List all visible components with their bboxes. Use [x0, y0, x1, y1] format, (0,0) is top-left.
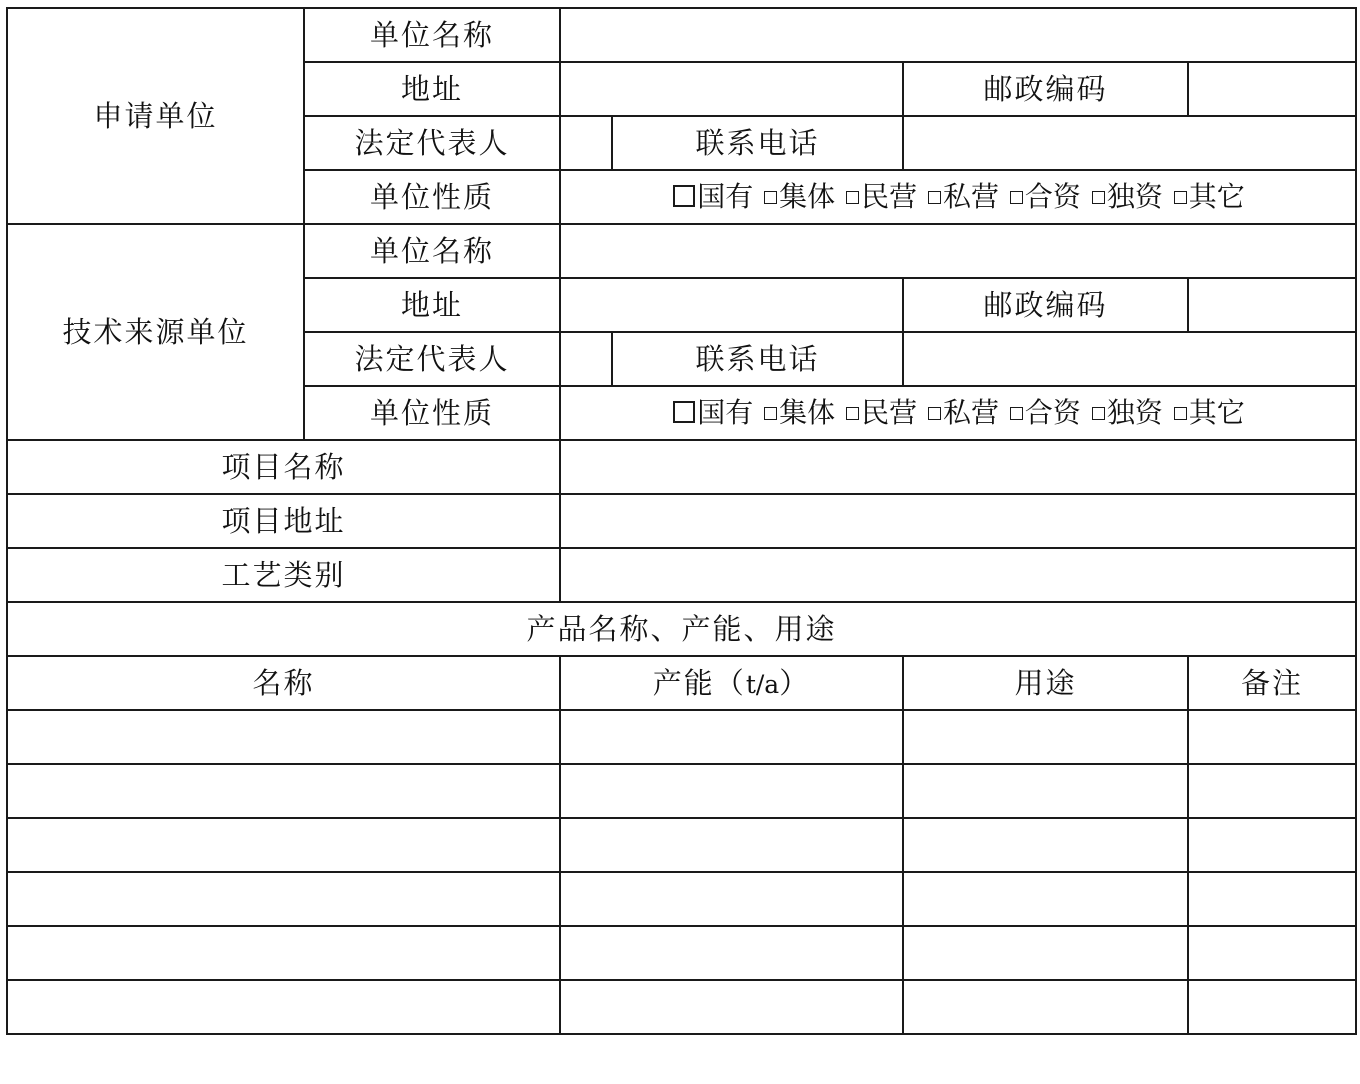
ownership-option-label: 集体: [779, 180, 836, 213]
checkbox-icon[interactable]: [1174, 191, 1187, 204]
product-capacity-cell[interactable]: [560, 710, 903, 764]
product-remark-cell[interactable]: [1188, 818, 1356, 872]
products-section-title: 产品名称、产能、用途: [7, 602, 1356, 656]
product-name-cell[interactable]: [7, 764, 560, 818]
product-row: [7, 710, 1356, 764]
product-remark-header: 备注: [1188, 656, 1356, 710]
applicant-phone-field[interactable]: [903, 116, 1356, 170]
product-capacity-cell[interactable]: [560, 818, 903, 872]
ownership-option[interactable]: [762, 180, 835, 213]
ownership-option-label: 集体: [779, 396, 836, 429]
ownership-option-label: 合资: [1024, 180, 1081, 213]
product-usage-cell[interactable]: [903, 764, 1188, 818]
checkbox-icon[interactable]: [928, 191, 941, 204]
applicant-unit-nature-label: 单位性质: [304, 170, 560, 224]
applicant-section-label: 申请单位: [7, 8, 304, 224]
tech-postal-code-field[interactable]: [1188, 278, 1356, 332]
product-remark-cell[interactable]: [1188, 926, 1356, 980]
ownership-option[interactable]: [926, 396, 999, 429]
ownership-option[interactable]: [926, 180, 999, 213]
capacity-header-prefix: 产能（: [652, 665, 746, 700]
project-name-field[interactable]: [560, 440, 1356, 494]
application-form-table: [6, 7, 1357, 1035]
tech-phone-field[interactable]: [903, 332, 1356, 386]
product-row: [7, 764, 1356, 818]
capacity-header-unit: t/a: [745, 669, 780, 699]
ownership-option[interactable]: [1090, 396, 1163, 429]
applicant-postal-code-label: 邮政编码: [903, 62, 1188, 116]
product-name-cell[interactable]: [7, 980, 560, 1034]
ownership-option[interactable]: [1090, 180, 1163, 213]
ownership-option-label: 其它: [1188, 396, 1245, 429]
ownership-option[interactable]: [1172, 396, 1245, 429]
process-category-field[interactable]: [560, 548, 1356, 602]
ownership-option[interactable]: [1172, 180, 1245, 213]
applicant-postal-code-field[interactable]: [1188, 62, 1356, 116]
product-capacity-cell[interactable]: [560, 872, 903, 926]
checkbox-icon[interactable]: [764, 191, 777, 204]
tech-source-section-label: 技术来源单位: [7, 224, 304, 440]
applicant-ownership-options: [560, 170, 1356, 224]
project-address-row: [7, 494, 1356, 548]
product-row: [7, 818, 1356, 872]
product-capacity-cell[interactable]: [560, 764, 903, 818]
ownership-option[interactable]: [1008, 396, 1081, 429]
checkbox-icon[interactable]: [673, 185, 695, 207]
ownership-option-label: 独资: [1106, 396, 1163, 429]
checkbox-icon[interactable]: [1010, 407, 1023, 420]
project-address-field[interactable]: [560, 494, 1356, 548]
ownership-option[interactable]: [844, 180, 917, 213]
ownership-option-label: 国有: [697, 396, 754, 429]
applicant-unit-name-label: 单位名称: [304, 8, 560, 62]
ownership-option[interactable]: [762, 396, 835, 429]
products-title-row: [7, 602, 1356, 656]
ownership-option-label: 国有: [697, 180, 754, 213]
product-name-cell[interactable]: [7, 818, 560, 872]
checkbox-icon[interactable]: [928, 407, 941, 420]
product-capacity-header: [560, 656, 903, 710]
ownership-option[interactable]: [1008, 180, 1081, 213]
applicant-legal-rep-field[interactable]: [560, 116, 612, 170]
product-name-cell[interactable]: [7, 872, 560, 926]
product-usage-cell[interactable]: [903, 926, 1188, 980]
tech-address-label: 地址: [304, 278, 560, 332]
product-usage-cell[interactable]: [903, 980, 1188, 1034]
product-remark-cell[interactable]: [1188, 710, 1356, 764]
checkbox-icon[interactable]: [1174, 407, 1187, 420]
tech-postal-code-label: 邮政编码: [903, 278, 1188, 332]
ownership-option-label: 私营: [942, 180, 999, 213]
process-category-row: [7, 548, 1356, 602]
product-remark-cell[interactable]: [1188, 872, 1356, 926]
product-name-cell[interactable]: [7, 710, 560, 764]
product-usage-cell[interactable]: [903, 710, 1188, 764]
product-capacity-cell[interactable]: [560, 926, 903, 980]
ownership-option-label: 私营: [942, 396, 999, 429]
ownership-option[interactable]: [671, 180, 753, 213]
capacity-header-suffix: ）: [779, 665, 811, 700]
checkbox-icon[interactable]: [764, 407, 777, 420]
ownership-option-label: 合资: [1024, 396, 1081, 429]
tech-ownership-options: [560, 386, 1356, 440]
product-row: [7, 980, 1356, 1034]
ownership-option[interactable]: [671, 396, 753, 429]
process-category-label: 工艺类别: [7, 548, 560, 602]
tech-unit-nature-label: 单位性质: [304, 386, 560, 440]
tech-address-field[interactable]: [560, 278, 903, 332]
product-name-header: 名称: [7, 656, 560, 710]
product-capacity-cell[interactable]: [560, 980, 903, 1034]
project-name-row: [7, 440, 1356, 494]
applicant-address-label: 地址: [304, 62, 560, 116]
tech-unit-name-field[interactable]: [560, 224, 1356, 278]
applicant-legal-rep-label: 法定代表人: [304, 116, 560, 170]
ownership-option[interactable]: [844, 396, 917, 429]
applicant-unit-name-row: [7, 8, 1356, 62]
product-usage-cell[interactable]: [903, 872, 1188, 926]
tech-unit-name-label: 单位名称: [304, 224, 560, 278]
project-address-label: 项目地址: [7, 494, 560, 548]
checkbox-icon[interactable]: [1010, 191, 1023, 204]
ownership-option-label: 其它: [1188, 180, 1245, 213]
product-remark-cell[interactable]: [1188, 980, 1356, 1034]
product-row: [7, 872, 1356, 926]
product-usage-cell[interactable]: [903, 818, 1188, 872]
checkbox-icon[interactable]: [673, 401, 695, 423]
product-row: [7, 926, 1356, 980]
applicant-unit-name-field[interactable]: [560, 8, 1356, 62]
product-remark-cell[interactable]: [1188, 764, 1356, 818]
applicant-phone-label: 联系电话: [612, 116, 903, 170]
products-header-row: [7, 656, 1356, 710]
checkbox-icon[interactable]: [846, 191, 859, 204]
checkbox-icon[interactable]: [1092, 407, 1105, 420]
product-usage-header: 用途: [903, 656, 1188, 710]
project-name-label: 项目名称: [7, 440, 560, 494]
product-name-cell[interactable]: [7, 926, 560, 980]
tech-legal-rep-field[interactable]: [560, 332, 612, 386]
tech-legal-rep-label: 法定代表人: [304, 332, 560, 386]
ownership-option-label: 独资: [1106, 180, 1163, 213]
tech-phone-label: 联系电话: [612, 332, 903, 386]
ownership-option-label: 民营: [861, 396, 918, 429]
applicant-address-field[interactable]: [560, 62, 903, 116]
ownership-option-label: 民营: [861, 180, 918, 213]
checkbox-icon[interactable]: [846, 407, 859, 420]
checkbox-icon[interactable]: [1092, 191, 1105, 204]
tech-unit-name-row: [7, 224, 1356, 278]
